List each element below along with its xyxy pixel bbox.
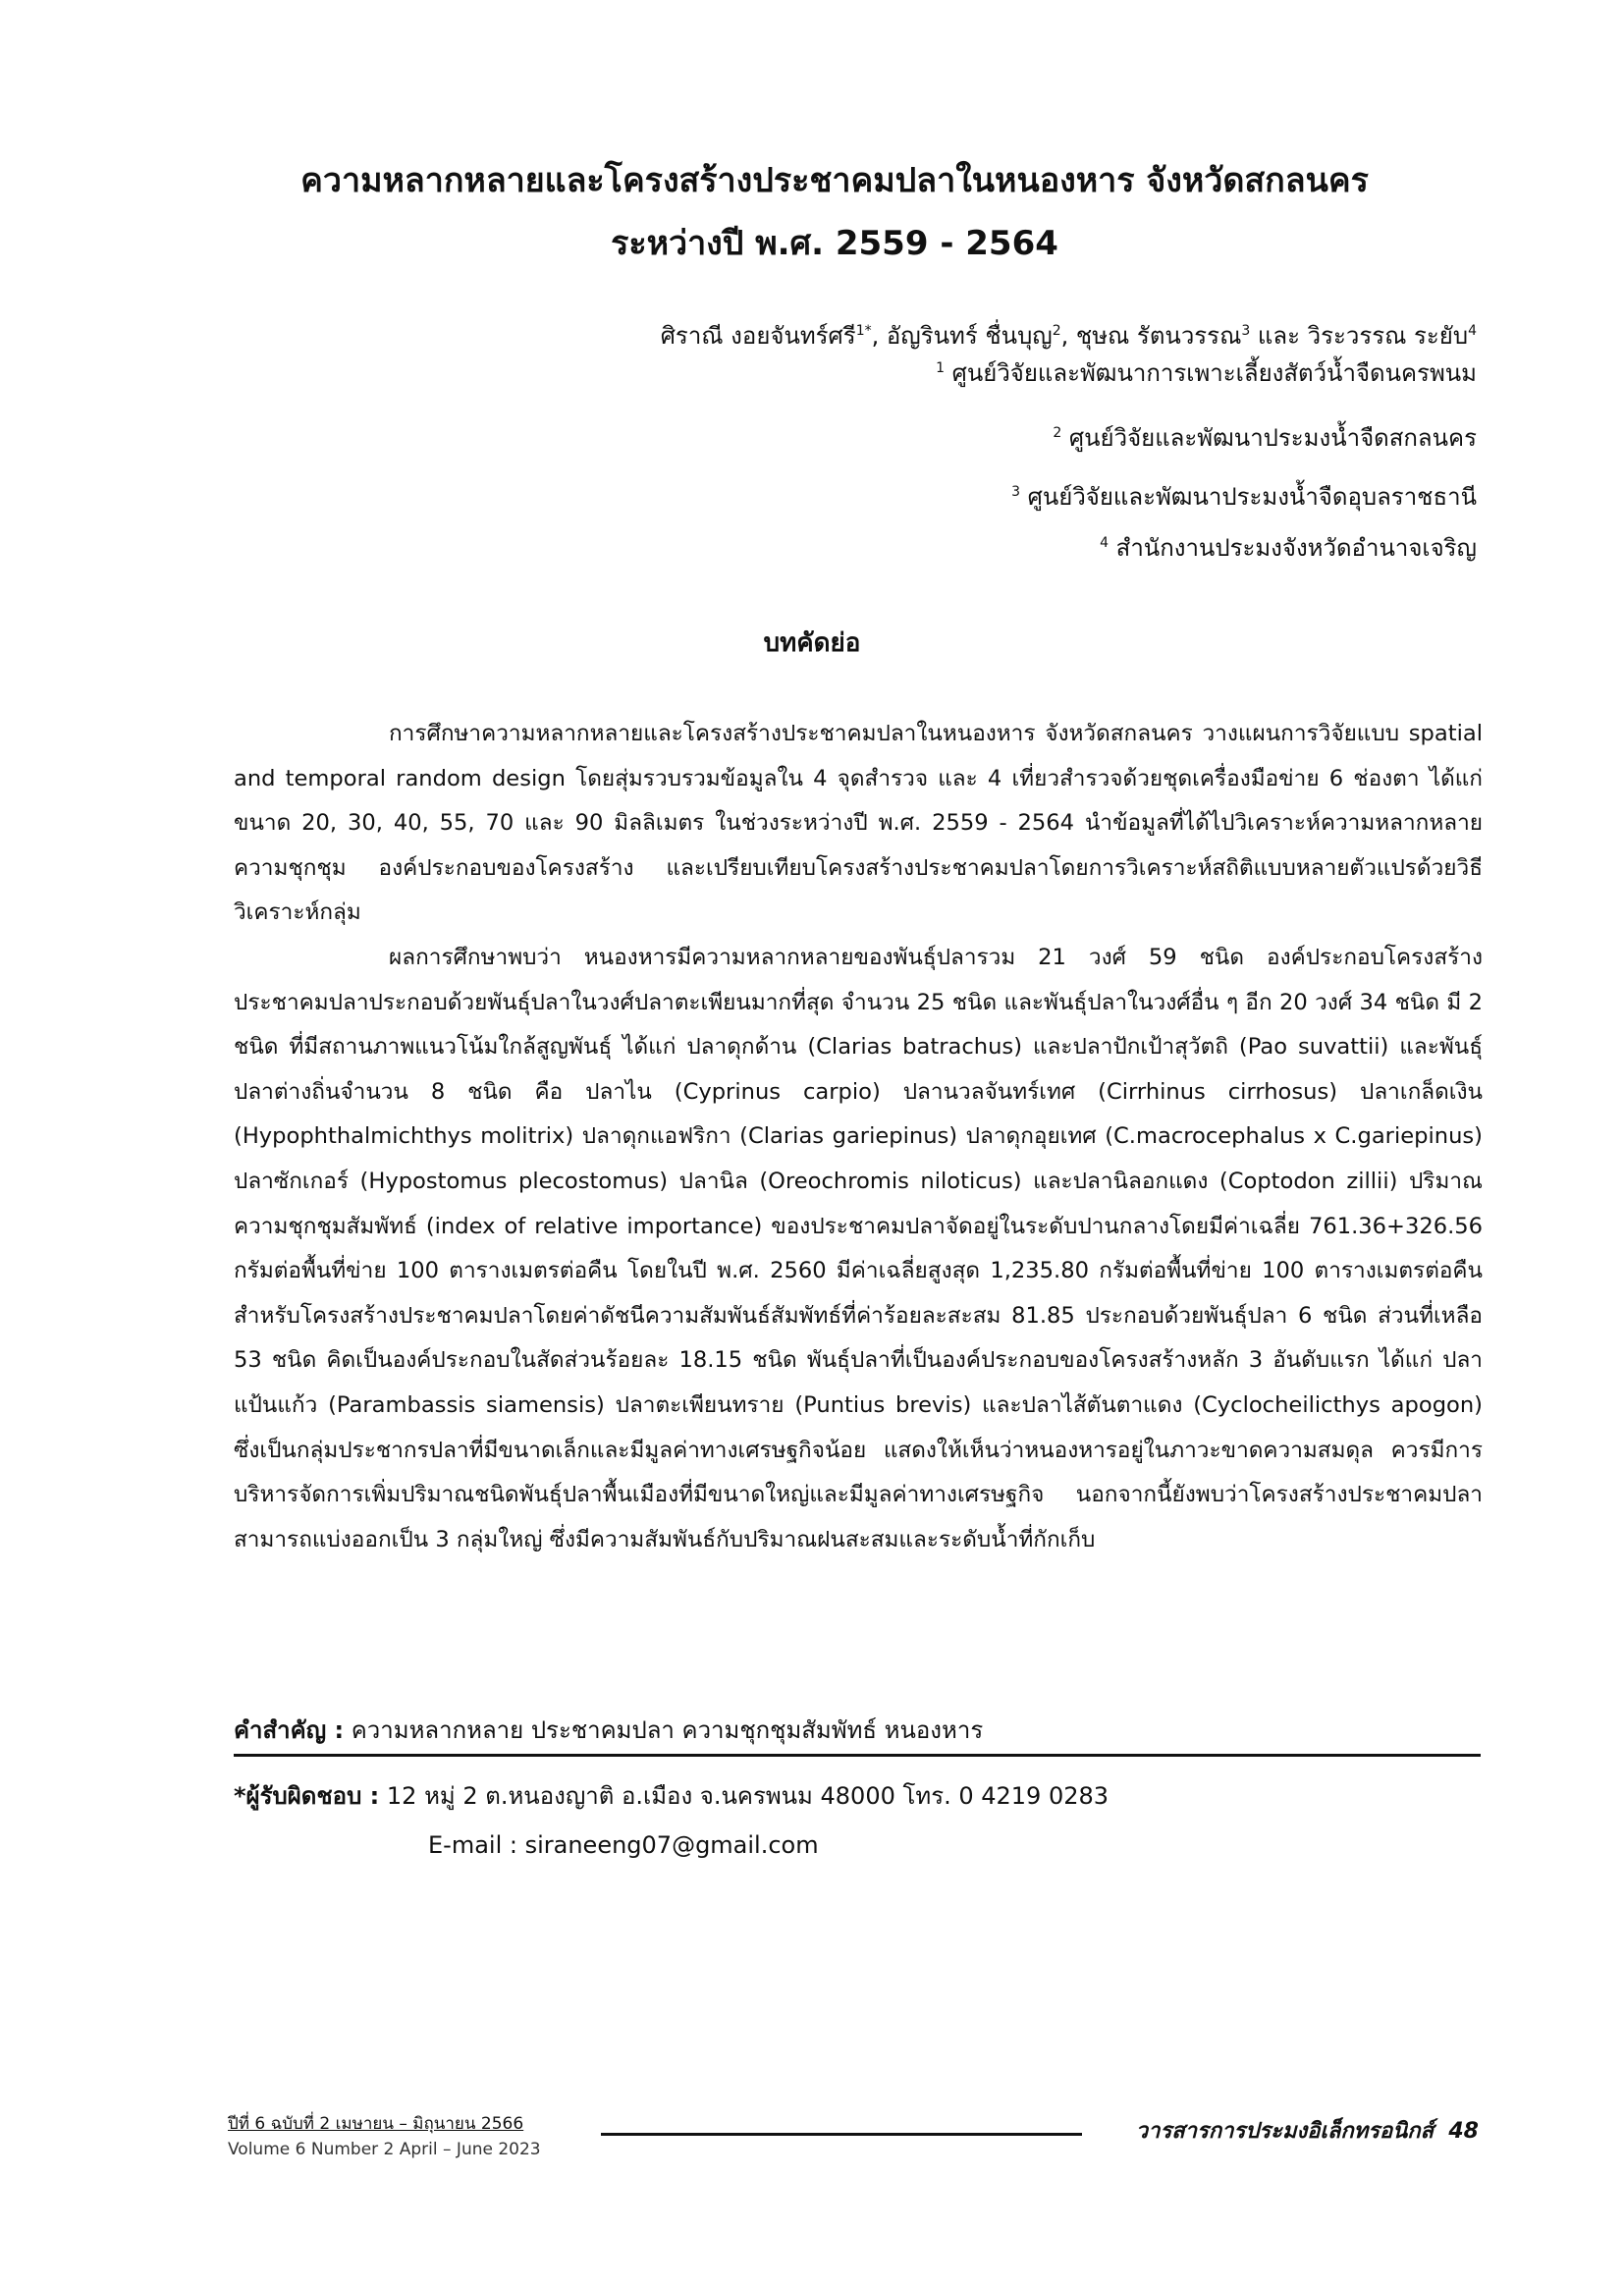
author-4: และ วิระวรรณ ระยับ — [1250, 322, 1469, 350]
keywords-text: ความหลากหลาย ประชาคมปลา ความชุกชุมสัมพัทธ์ หนองหาร — [344, 1716, 984, 1744]
corresponding-address: 12 หมู่ 2 ต.หนองญาติ อ.เมือง จ.นครพนม 48000 โทร. 0 4219 0283 — [379, 1782, 1110, 1810]
author-3: , ชุษณ รัตนวรรณ — [1060, 322, 1242, 350]
abstract-paragraph-2: ผลการศึกษาพบว่า หนองหารมีความหลากหลายของพันธุ์ปลารวม 21 วงศ์ 59 ชนิด องค์ประกอบโครงสร้างประชาคมปลาประกอบด้วยพันธุ์ปลาในวงศ์ปลาตะเพียนมากที่สุด จำนวน 25 ชนิด และพันธุ์ปลาในวงศ์อื่น ๆ อีก 20 วงศ์ 34 ชนิด มี 2 ชนิด ที่มีสถานภาพแนวโน้มใกล้สูญพันธุ์ ได้แก่ ปลาดุกด้าน (Clarias batrachus) และปลาปักเป้าสุวัตถิ (Pao suvattii) และพันธุ์ปลาต่างถิ่นจำนวน 8 ชนิด คือ ปลาไน (Cyprinus carpio) ปลานวลจันทร์เทศ (Cirrhinus cirrhosus) ปลาเกล็ดเงิน (Hypophthalmichthys molitrix) ปลาดุกแอฟริกา (Clarias gariepinus) ปลาดุกอุยเทศ (C.macrocephalus x C.gariepinus) ปลาซักเกอร์ (Hypostomus plecostomus) ปลานิล (Oreochromis niloticus) และปลานิลอกแดง (Coptodon zillii) ปริมาณความชุกชุมสัมพัทธ์ (index of relative importance) ของประชาคมปลาจัดอยู่ในระดับปานกลางโดยมีค่าเฉลี่ย 761.36+326.56 กรัมต่อพื้นที่ข่าย 100 ตารางเมตรต่อคืน โดยในปี พ.ศ. 2560 มีค่าเฉลี่ยสูงสุด 1,235.80 กรัมต่อพื้นที่ข่าย 100 ตารางเมตรต่อคืน สำหรับโครงสร้างประชาคมปลาโดยค่าดัชนีความสัมพันธ์สัมพัทธ์ที่ค่าร้อยละสะสม 81.85 ประกอบด้วยพันธุ์ปลา 6 ชนิด ส่วนที่เหลือ 53 ชนิด คิดเป็นองค์ประกอบในสัดส่วนร้อยละ 18.15 ชนิด พันธุ์ปลาที่เป็นองค์ประกอบของโครงสร้างหลัก 3 อันดับแรก ได้แก่ ปลาแป้นแก้ว (Parambassis siamensis) ปลาตะเพียนทราย (Puntius brevis) และปลาไส้ตันตาแดง (Cyclocheilicthys apogon) ซึ่งเป็นกลุ่มประชากรปลาที่มีขนาดเล็กและมีมูลค่าทางเศรษฐกิจน้อย แสดงให้เห็นว่าหนองหารอยู่ในภาวะขาดความสมดุล ควรมีการบริหารจัดการเพิ่มปริมาณชนิดพันธุ์ปลาพื้นเมืองที่มีขนาดใหญ่และมีมูลค่าทางเศรษฐกิจ นอกจากนี้ยังพบว่าโครงสร้างประชาคมปลาสามารถแบ่งออกเป็น 3 กลุ่มใหญ่ ซึ่งมีความสัมพันธ์กับปริมาณฝนสะสมและระดับน้ำที่กักเก็บ — [234, 944, 1483, 1552]
author-2-sup: 2 — [1052, 323, 1061, 339]
author-1: ศิราณี งอยจันทร์ศรี — [660, 322, 856, 350]
page-number: 48 — [1448, 2119, 1479, 2144]
footer-issue-english: Volume 6 Number 2 April – June 2023 — [228, 2140, 541, 2159]
author-2: , อัญรินทร์ ชื่นบุญ — [871, 322, 1053, 350]
keywords-divider — [234, 1754, 1481, 1757]
affiliation-2 — [298, 414, 1477, 457]
footer-issue — [228, 2111, 541, 2162]
keywords — [234, 1711, 983, 1750]
affiliation-4-sup: 4 — [1100, 535, 1110, 551]
title-line-1: ความหลากหลายและโครงสร้างประชาคมปลาในหนองหาร จังหวัดสกลนคร — [300, 161, 1369, 200]
affiliation-2-text: ศูนย์วิจัยและพัฒนาประมงน้ำจืดสกลนคร — [1061, 424, 1477, 452]
corresponding-author — [234, 1771, 1109, 1821]
affiliation-1-text: ศูนย์วิจัยและพัฒนาการเพาะเลี้ยงสัตว์น้ำจืดนครพนม — [944, 359, 1477, 387]
affiliation-3 — [298, 473, 1477, 516]
footer-divider — [601, 2133, 1082, 2136]
affiliation-2-sup: 2 — [1053, 425, 1062, 441]
author-list — [298, 312, 1477, 354]
abstract-paragraph-1: การศึกษาความหลากหลายและโครงสร้างประชาคมปลาในหนองหาร จังหวัดสกลนคร วางแผนการวิจัยแบบ spatial and temporal random design โดยสุ่มรวบรวมข้อมูลใน 4 จุดสำรวจ และ 4 เที่ยวสำรวจด้วยชุดเครื่องมือข่าย 6 ช่องตา ได้แก่ ขนาด 20, 30, 40, 55, 70 และ 90 มิลลิเมตร ในช่วงระหว่างปี พ.ศ. 2559 - 2564 นำข้อมูลที่ได้ไปวิเคราะห์ความหลากหลาย ความชุกชุม องค์ประกอบของโครงสร้าง และเปรียบเทียบโครงสร้างประชาคมปลาโดยการวิเคราะห์สถิติแบบหลายตัวแปรด้วยวิธีวิเคราะห์กลุ่ม — [234, 721, 1483, 926]
affiliation-1-sup: 1 — [936, 360, 945, 376]
footer-journal-name: วารสารการประมงอิเล็กทรอนิกส์ — [1135, 2119, 1435, 2144]
corresponding-email: E-mail : siraneeng07@gmail.com — [428, 1831, 819, 1859]
affiliation-3-sup: 3 — [1011, 484, 1020, 500]
affiliation-4-text: สำนักงานประมงจังหวัดอำนาจเจริญ — [1109, 534, 1477, 562]
paper-title — [196, 149, 1473, 275]
author-4-sup: 4 — [1468, 323, 1477, 339]
abstract-heading: บทคัดย่อ — [763, 628, 861, 658]
title-line-2: ระหว่างปี พ.ศ. 2559 - 2564 — [611, 224, 1058, 263]
affiliation-1 — [298, 350, 1477, 392]
author-1-sup: 1* — [855, 323, 872, 339]
affiliation-3-text: ศูนย์วิจัยและพัฒนาประมงน้ำจืดอุบลราชธานี — [1019, 483, 1477, 511]
footer-journal — [1136, 2113, 1479, 2148]
keywords-label: คำสำคัญ : — [234, 1716, 345, 1744]
author-3-sup: 3 — [1241, 323, 1251, 339]
abstract-body — [234, 712, 1483, 1562]
corresponding-label: *ผู้รับผิดชอบ : — [234, 1782, 380, 1810]
footer-issue-thai: ปีที่ 6 ฉบับที่ 2 เมษายน – มิถุนายน 2566 — [228, 2114, 524, 2134]
affiliation-4 — [298, 524, 1477, 567]
